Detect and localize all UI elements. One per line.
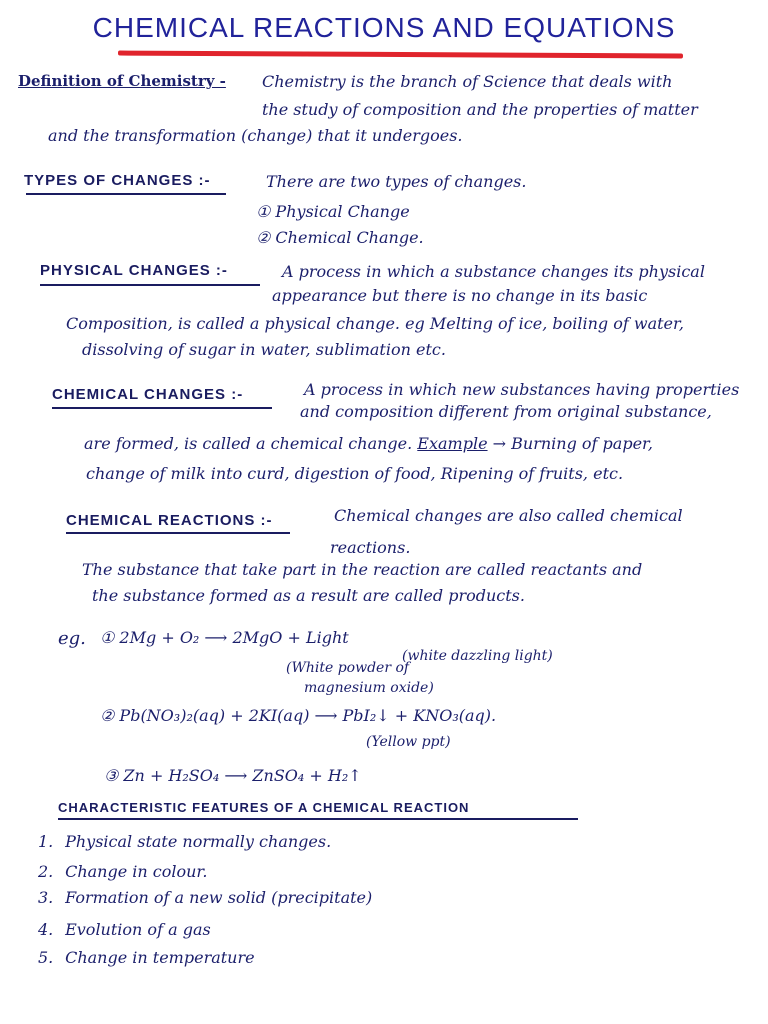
equation-2: ② Pb(NO₃)₂(aq) + 2KI(aq) ⟶ PbI₂↓ + KNO₃(aq).	[100, 706, 497, 725]
definition-line-3: and the transformation (change) that it undergoes.	[48, 126, 463, 145]
chemical-line-3c: → Burning of paper,	[492, 434, 654, 453]
feature-text: Change in colour.	[60, 862, 208, 881]
equation-2-note: (Yellow ppt)	[366, 734, 451, 750]
equation-1: ① 2Mg + O₂ ⟶ 2MgO + Light	[100, 628, 349, 647]
definition-label: Definition of Chemistry -	[18, 72, 226, 90]
reactions-line-4: the substance formed as a result are called products.	[92, 586, 525, 605]
physical-heading: PHYSICAL CHANGES :-	[40, 262, 228, 279]
feature-item	[38, 920, 211, 939]
chemical-heading-underline	[52, 407, 272, 409]
types-heading-underline	[26, 193, 226, 195]
feature-item	[38, 888, 372, 907]
types-text: There are two types of changes.	[266, 172, 527, 191]
definition-line-2: the study of composition and the properties of matter	[262, 100, 698, 119]
feature-number: 5.	[38, 948, 54, 967]
reactions-line-2: reactions.	[330, 538, 411, 557]
feature-text: Evolution of a gas	[60, 920, 211, 939]
feature-number: 1.	[38, 832, 54, 851]
reactions-line-1: Chemical changes are also called chemical	[334, 506, 683, 525]
chemical-heading: CHEMICAL CHANGES :-	[52, 386, 244, 403]
reactions-line-3: The substance that take part in the reaction are called reactants and	[82, 560, 643, 579]
physical-line-4: dissolving of sugar in water, sublimation etc.	[82, 340, 446, 359]
reactions-heading: CHEMICAL REACTIONS :-	[66, 512, 273, 529]
features-heading: CHARACTERISTIC FEATURES OF A CHEMICAL REACTION	[58, 800, 470, 815]
types-item-1: ① Physical Change	[256, 202, 410, 221]
physical-line-2: appearance but there is no change in its basic	[272, 286, 648, 305]
feature-number: 4.	[38, 920, 54, 939]
chemical-line-1: A process in which new substances having properties	[304, 380, 740, 399]
page-title: CHEMICAL REACTIONS AND EQUATIONS	[92, 12, 676, 43]
types-heading: TYPES OF CHANGES :-	[24, 172, 211, 189]
chemical-line-3	[84, 434, 653, 453]
physical-line-1: A process in which a substance changes its physical	[282, 262, 705, 281]
features-heading-underline	[58, 818, 578, 820]
feature-number: 3.	[38, 888, 54, 907]
feature-text: Physical state normally changes.	[60, 832, 332, 851]
reactions-heading-underline	[66, 532, 290, 534]
feature-item	[38, 862, 207, 881]
equation-1-note-2b: magnesium oxide)	[304, 680, 434, 696]
definition-line-1: Chemistry is the branch of Science that deals with	[262, 72, 673, 91]
physical-heading-underline	[40, 284, 260, 286]
eg-label: eg.	[58, 628, 86, 649]
chemical-example-label: Example	[417, 434, 488, 453]
title-underline	[118, 51, 683, 59]
equation-3: ③ Zn + H₂SO₄ ⟶ ZnSO₄ + H₂↑	[104, 766, 362, 785]
feature-text: Formation of a new solid (precipitate)	[60, 888, 373, 907]
types-item-2: ② Chemical Change.	[256, 228, 424, 247]
feature-number: 2.	[38, 862, 54, 881]
chemical-line-3a: are formed, is called a chemical change.	[84, 434, 413, 453]
equation-1-note: (white dazzling light)	[402, 648, 553, 664]
feature-text: Change in temperature	[60, 948, 255, 967]
chemical-line-4: change of milk into curd, digestion of food, Ripening of fruits, etc.	[86, 464, 624, 483]
physical-line-3: Composition, is called a physical change. eg Melting of ice, boiling of water,	[66, 314, 684, 333]
feature-item	[38, 948, 255, 967]
feature-item	[38, 832, 331, 851]
chemical-line-2: and composition different from original substance,	[300, 402, 712, 421]
equation-1-note-2a: (White powder of	[286, 660, 410, 676]
